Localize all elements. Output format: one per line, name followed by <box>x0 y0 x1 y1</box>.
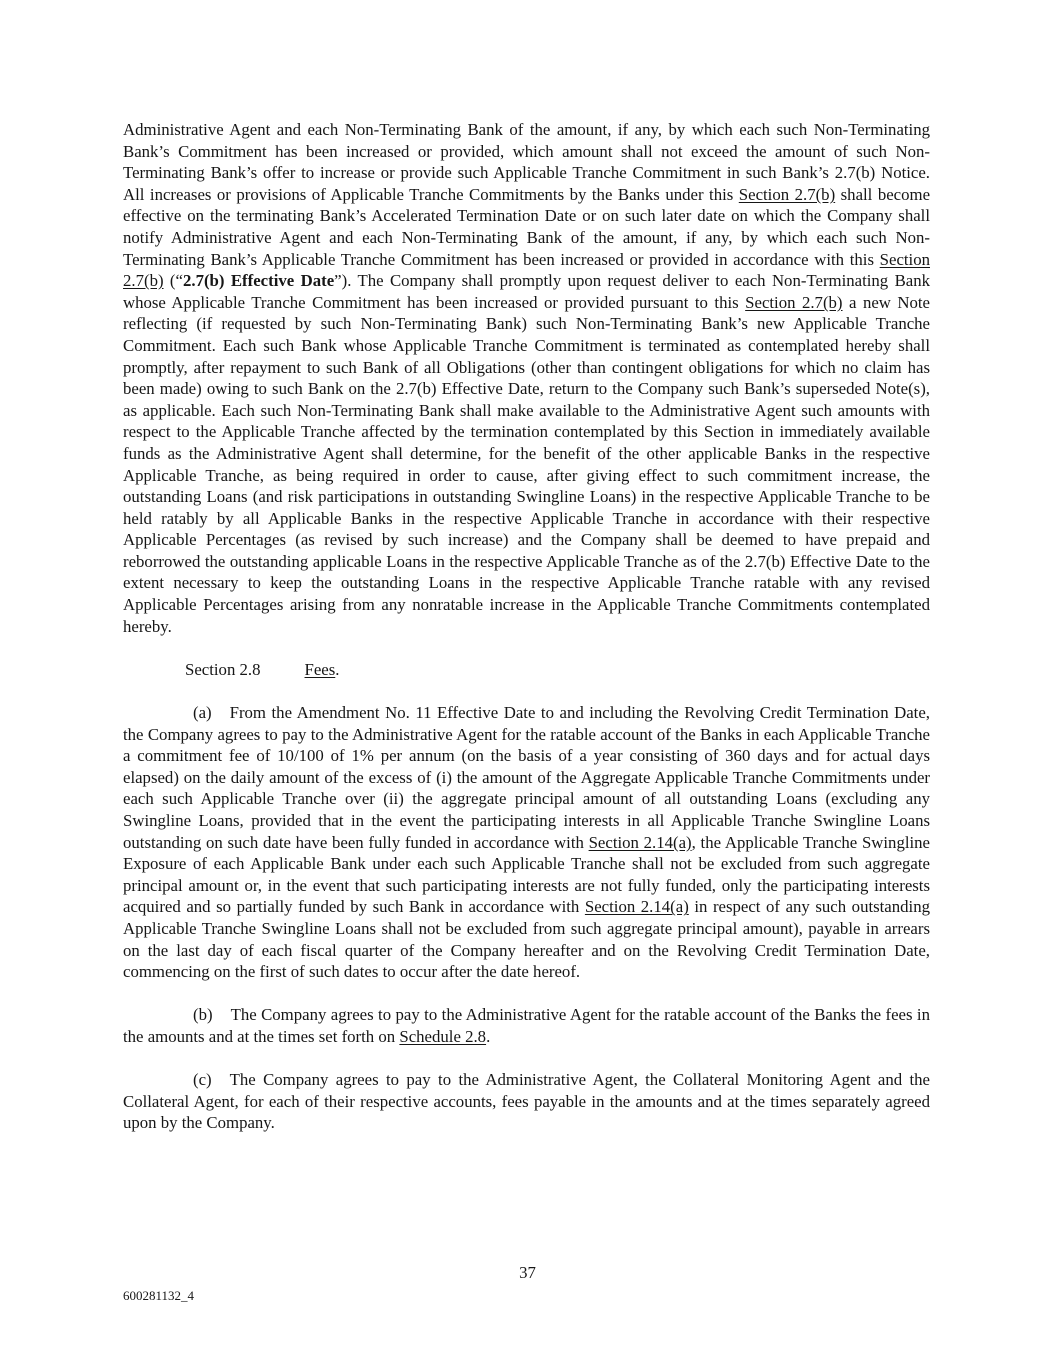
text-run: ”). The Company shall promptly upon request deliver to each Non-Terminating Bank whose Applicable Tranche Commitment has been increased or provided pursuant to this <box>123 271 931 312</box>
reference-underlined: Section 2.7(b) <box>123 249 930 291</box>
text-run: . <box>335 659 340 679</box>
reference-underlined: Schedule 2.8 <box>399 1026 487 1046</box>
text-run: Section 2.8 <box>185 659 261 679</box>
text-run: . <box>486 1026 491 1046</box>
paragraph-2-8-c <box>123 1069 930 1134</box>
paragraph-section-2-7-continuation <box>123 119 930 637</box>
paragraph-2-8-b <box>123 1004 930 1047</box>
reference-underlined: Section 2.14(a) <box>584 897 689 917</box>
text-run: (b) <box>193 1005 213 1025</box>
text-run: (a) <box>193 703 212 723</box>
reference-underlined: Section 2.7(b) <box>745 292 843 312</box>
text-run: (“ <box>163 271 183 291</box>
text-run: a new Note reflecting (if requested by such Non-Terminating Bank) such Non-Terminating Bank’s new Applicable Tranche Commitment. Each such Bank whose Applicable Tranche Commitment is terminated as contemplated hereby shall promptly, after repayment to such Bank of all Obligations (other than contingent obligations for which no claim has been made) owing to such Bank on the 2.7(b) Effective Date, return to the Company such Bank’s superseded Note(s), as applicable. Each such Non-Terminating Bank shall make available to the Administrative Agent such amounts with respect to the Applicable Tranche affected by the termination contemplated by this Section in immediately available funds as the Administrative Agent shall determine, for the benefit of the other applicable Banks in the respective Applicable Tranche, as being required in order to cause, after giving effect to such commitment increase, the outstanding Loans (and risk participations in outstanding Swingline Loans) in the respective Applicable Tranche to be held ratably by all Applicable Banks in the respective Applicable Tranche in accordance with their respective Applicable Percentages (as revised by such increase) and the Company shall be deemed to have prepaid and reborrowed the outstanding applicable Loans in the respective Applicable Tranche as of the 2.7(b) Effective Date to the extent necessary to keep the outstanding Loans in the respective Applicable Tranche ratable with any revised Applicable Percentages arising from any nonratable increase in the Applicable Tranche Commitments contemplated hereby. <box>123 292 931 636</box>
section-heading-2-8 <box>123 659 930 681</box>
reference-underlined: Section 2.14(a) <box>588 832 692 852</box>
reference-underlined: Fees <box>304 659 336 679</box>
text-run: , the Applicable Tranche Swingline Exposure of each Applicable Bank under each such Applicable Tranche shall not be excluded from such aggregate principal amount or, in the event that such participating interests are not fully funded, only the participating interests acquired and so partially funded by such Bank in accordance with <box>123 832 931 917</box>
text-run: in respect of any such outstanding Applicable Tranche Swingline Loans shall not be excluded from such aggregate principal amount), payable in arrears on the last day of each fiscal quarter of the Company hereafter and on the Revolving Credit Termination Date, commencing on the first of such dates to occur after the date hereof. <box>123 897 930 982</box>
page-number: 37 <box>519 1263 536 1282</box>
reference-underlined: Section 2.7(b) <box>738 184 836 204</box>
defined-term-bold: 2.7(b) Effective Date <box>182 271 335 291</box>
text-run: The Company agrees to pay to the Administrative Agent, the Collateral Monitoring Agent and the Collateral Agent, for each of their respective accounts, fees payable in the amounts and at the times separately agreed upon by the Company. <box>123 1070 930 1133</box>
text-run: (c) <box>193 1070 212 1090</box>
text-run: shall become effective on the terminating Bank’s Accelerated Termination Date or on such later date on which the Company shall notify Administrative Agent and each Non-Terminating Bank of the amount, if any, by which each such Non-Terminating Bank’s Applicable Tranche Commitment has been increased or provided in accordance with this <box>123 184 931 269</box>
text-run: Administrative Agent and each Non-Terminating Bank of the amount, if any, by which each such Non-Terminating Bank’s Commitment has been increased or provided, which amount shall not exceed the amount of such Non-Terminating Bank’s offer to increase or provide such Applicable Tranche Commitment in such Bank’s 2.7(b) Notice. All increases or provisions of Applicable Tranche Commitments by the Banks under this <box>123 120 930 204</box>
paragraph-2-8-a <box>123 702 930 983</box>
content-area <box>123 119 930 1156</box>
text-run: From the Amendment No. 11 Effective Date to and including the Revolving Credit Termination Date, the Company agrees to pay to the Administrative Agent for the ratable account of the Banks in each Applicable Tranche a commitment fee of 10/100 of 1% per annum (on the basis of a year consisting of 360 days and for actual days elapsed) on the daily amount of the excess of (i) the amount of the Aggregate Applicable Tranche Commitments under each such Applicable Tranche over (ii) the aggregate principal amount of all outstanding Loans (excluding any Swingline Loans, provided that in the event the participating interests in all Applicable Tranche Swingline Loans outstanding on such date have been fully funded in accordance with <box>123 703 930 852</box>
text-run: The Company agrees to pay to the Administrative Agent for the ratable account of the Banks the fees in the amounts and at the times set forth on <box>123 1005 930 1046</box>
document-id-footer: 600281132_4 <box>123 1288 195 1303</box>
